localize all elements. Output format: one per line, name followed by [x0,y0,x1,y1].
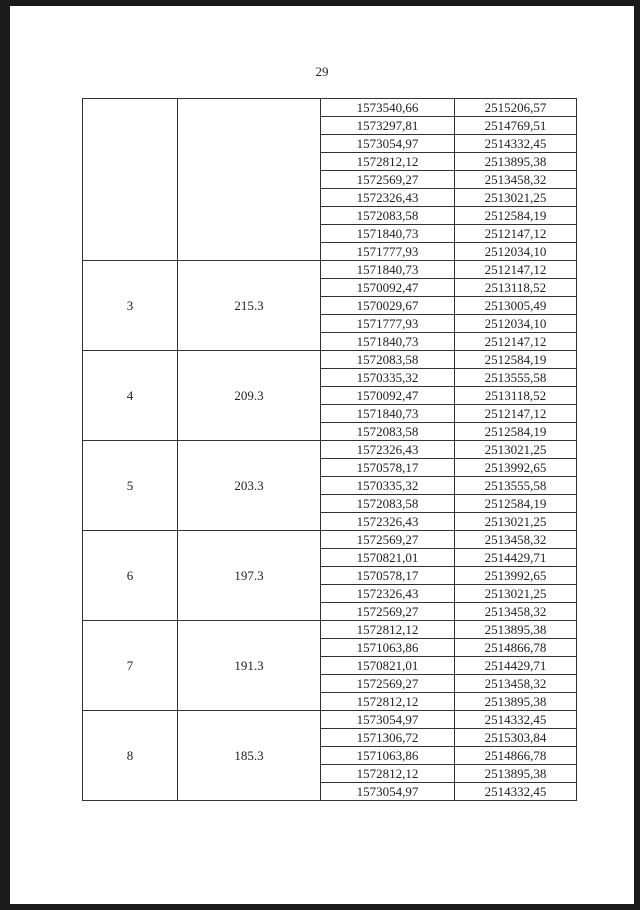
section-number-cell: 5 [83,441,178,531]
y-coordinate-cell: 2513118,52 [455,279,577,297]
x-coordinate-cell: 1573540,66 [321,99,455,117]
section-number-cell: 6 [83,531,178,621]
x-coordinate-cell: 1572569,27 [321,171,455,189]
y-coordinate-cell: 2513021,25 [455,441,577,459]
x-coordinate-cell: 1570821,01 [321,657,455,675]
y-coordinate-cell: 2512147,12 [455,405,577,423]
y-coordinate-cell: 2514332,45 [455,783,577,801]
x-coordinate-cell: 1570578,17 [321,459,455,477]
x-coordinate-cell: 1570335,32 [321,477,455,495]
y-coordinate-cell: 2513021,25 [455,585,577,603]
x-coordinate-cell: 1571840,73 [321,261,455,279]
table-row [83,441,577,459]
x-coordinate-cell: 1572812,12 [321,765,455,783]
x-coordinate-cell: 1573054,97 [321,783,455,801]
x-coordinate-cell: 1572083,58 [321,207,455,225]
x-coordinate-cell: 1570335,32 [321,369,455,387]
y-coordinate-cell: 2513895,38 [455,153,577,171]
x-coordinate-cell: 1571777,93 [321,243,455,261]
section-number-cell: 4 [83,351,178,441]
section-value-cell: 203.3 [178,441,321,531]
x-coordinate-cell: 1572569,27 [321,675,455,693]
section-value-cell: 185.3 [178,711,321,801]
section-value-cell [178,99,321,261]
x-coordinate-cell: 1570821,01 [321,549,455,567]
y-coordinate-cell: 2513458,32 [455,675,577,693]
section-value-cell: 197.3 [178,531,321,621]
x-coordinate-cell: 1571063,86 [321,747,455,765]
x-coordinate-cell: 1571840,73 [321,333,455,351]
y-coordinate-cell: 2512584,19 [455,495,577,513]
y-coordinate-cell: 2513895,38 [455,693,577,711]
x-coordinate-cell: 1572326,43 [321,441,455,459]
x-coordinate-cell: 1571063,86 [321,639,455,657]
x-coordinate-cell: 1570578,17 [321,567,455,585]
y-coordinate-cell: 2512147,12 [455,261,577,279]
y-coordinate-cell: 2512584,19 [455,423,577,441]
x-coordinate-cell: 1572083,58 [321,351,455,369]
y-coordinate-cell: 2512147,12 [455,225,577,243]
page-number: 29 [315,64,329,79]
x-coordinate-cell: 1572326,43 [321,585,455,603]
x-coordinate-cell: 1571840,73 [321,405,455,423]
table-row [83,711,577,729]
section-number-cell: 3 [83,261,178,351]
y-coordinate-cell: 2513005,49 [455,297,577,315]
x-coordinate-cell: 1572812,12 [321,153,455,171]
y-coordinate-cell: 2513895,38 [455,765,577,783]
x-coordinate-cell: 1571840,73 [321,225,455,243]
document-page [10,6,634,904]
x-coordinate-cell: 1572326,43 [321,189,455,207]
x-coordinate-cell: 1572569,27 [321,603,455,621]
y-coordinate-cell: 2512584,19 [455,351,577,369]
y-coordinate-cell: 2513555,58 [455,477,577,495]
y-coordinate-cell: 2515206,57 [455,99,577,117]
x-coordinate-cell: 1571306,72 [321,729,455,747]
y-coordinate-cell: 2513458,32 [455,171,577,189]
x-coordinate-cell: 1570029,67 [321,297,455,315]
x-coordinate-cell: 1572812,12 [321,693,455,711]
y-coordinate-cell: 2514332,45 [455,135,577,153]
x-coordinate-cell: 1572569,27 [321,531,455,549]
y-coordinate-cell: 2513895,38 [455,621,577,639]
y-coordinate-cell: 2513992,65 [455,459,577,477]
x-coordinate-cell: 1572326,43 [321,513,455,531]
y-coordinate-cell: 2514332,45 [455,711,577,729]
y-coordinate-cell: 2514429,71 [455,657,577,675]
x-coordinate-cell: 1573054,97 [321,711,455,729]
section-value-cell: 215.3 [178,261,321,351]
y-coordinate-cell: 2513458,32 [455,603,577,621]
y-coordinate-cell: 2512034,10 [455,315,577,333]
coordinates-table-body [83,99,577,801]
table-row [83,621,577,639]
table-row [83,531,577,549]
x-coordinate-cell: 1571777,93 [321,315,455,333]
section-value-cell: 209.3 [178,351,321,441]
y-coordinate-cell: 2513021,25 [455,513,577,531]
y-coordinate-cell: 2513555,58 [455,369,577,387]
y-coordinate-cell: 2514769,51 [455,117,577,135]
x-coordinate-cell: 1570092,47 [321,387,455,405]
x-coordinate-cell: 1572083,58 [321,495,455,513]
x-coordinate-cell: 1570092,47 [321,279,455,297]
section-number-cell: 7 [83,621,178,711]
table-row [83,99,577,117]
y-coordinate-cell: 2513118,52 [455,387,577,405]
coordinates-table [82,98,577,801]
y-coordinate-cell: 2513458,32 [455,531,577,549]
x-coordinate-cell: 1573054,97 [321,135,455,153]
y-coordinate-cell: 2513992,65 [455,567,577,585]
y-coordinate-cell: 2512034,10 [455,243,577,261]
y-coordinate-cell: 2512584,19 [455,207,577,225]
table-row [83,261,577,279]
y-coordinate-cell: 2514429,71 [455,549,577,567]
y-coordinate-cell: 2514866,78 [455,747,577,765]
x-coordinate-cell: 1572083,58 [321,423,455,441]
table-row [83,351,577,369]
x-coordinate-cell: 1573297,81 [321,117,455,135]
y-coordinate-cell: 2515303,84 [455,729,577,747]
x-coordinate-cell: 1572812,12 [321,621,455,639]
section-value-cell: 191.3 [178,621,321,711]
section-number-cell: 8 [83,711,178,801]
y-coordinate-cell: 2512147,12 [455,333,577,351]
y-coordinate-cell: 2513021,25 [455,189,577,207]
section-number-cell [83,99,178,261]
y-coordinate-cell: 2514866,78 [455,639,577,657]
